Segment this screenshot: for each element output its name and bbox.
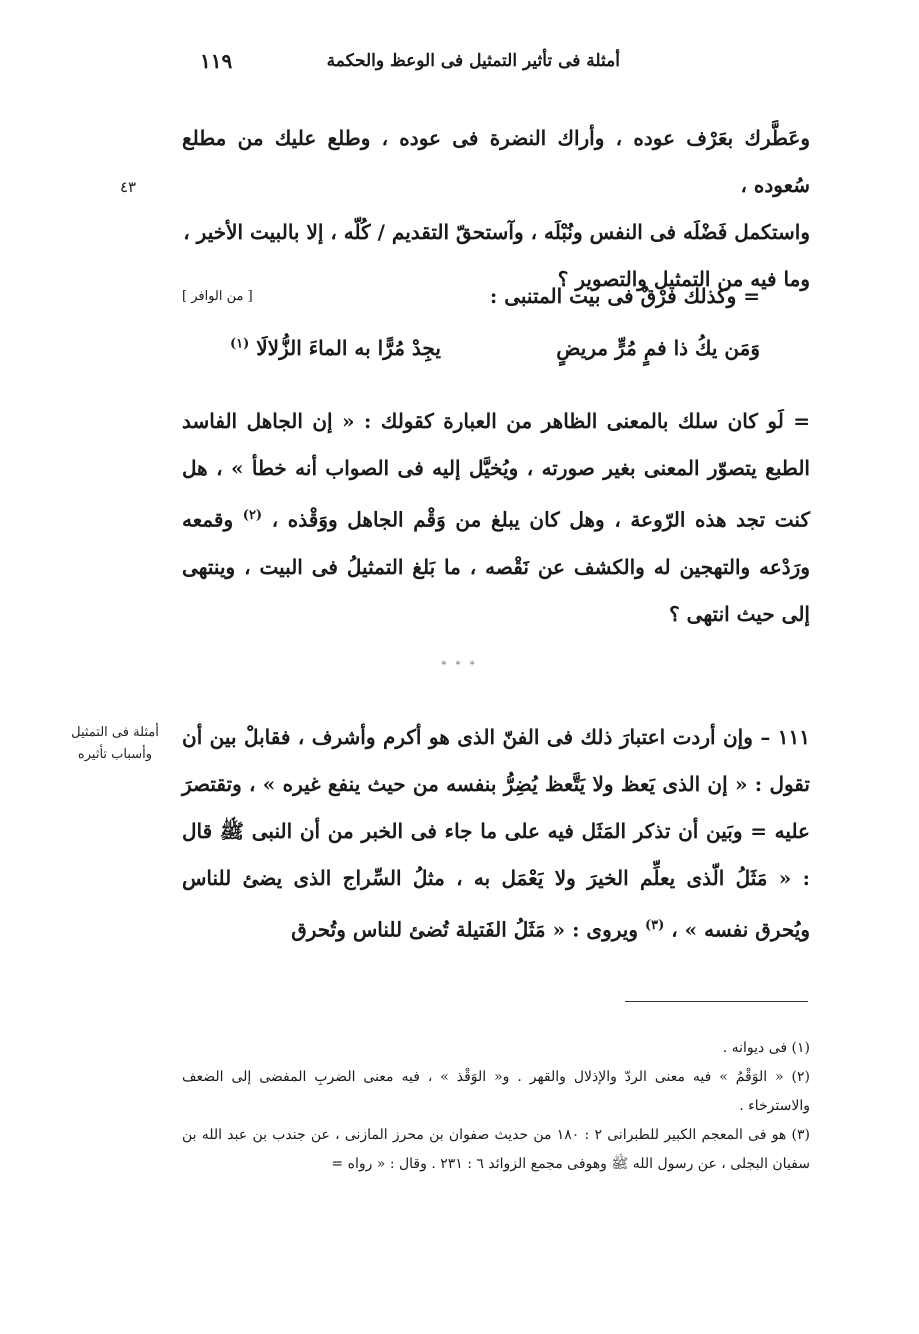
footnote-1: (١) فى ديوانه . xyxy=(722,1040,810,1056)
paragraph-1-line-2: واستكمل فَضْلَه فى النفس ونُبْلَه ، وآستحقّ التقديم / كُلّه ، إلا بالبيت الأخير ، xyxy=(183,220,810,244)
running-title: أمثلة فى تأثير التمثيل فى الوعظ والحكمة xyxy=(326,51,620,71)
section-divider: * * * xyxy=(441,660,478,671)
paragraph-3-part-1: ١١١ – وإن أردت اعتبارَ ذلك فى الفنّ الذى هو أكرم وأشرف ، فقابلْ بين أن تقول : « إن الذى يَعظ ولا يَتَّعظ يُضِرُّ بنفسه من حيث ينفع غيره » ، وتقتصرَ عليه = وبَين أن تذكر المَثَل فيه على ما جاء فى الخبر من أن النبى ﷺ قال : « مَثَلُ الّذى يعلِّم الخيرَ ولا يَعْمَل به ، مثلُ السِّراج الذى يضئ للناس ويُحرق نفسه » ، xyxy=(182,725,810,942)
paragraph-2-part-2: وقمعه ورَدْعه والتهجين له والكشف عن نَقْصه ، ما بَلغ التمثيلُ فى البيت ، وينتهى إلى حيث انتهى ؟ xyxy=(182,507,810,626)
hemistich-2 xyxy=(230,336,441,360)
hemistich-2-text: يجِدْ مُرًّا به الماءَ الزُّلالَا xyxy=(256,336,441,360)
side-note-line-2: وأسباب تأثيره xyxy=(77,747,153,762)
paragraph-1 xyxy=(182,115,810,303)
page-number: ١١٩ xyxy=(200,49,233,73)
paragraph-2-part-1: = لَو كان سلك بالمعنى الظاهر من العبارة كقولك : « إن الجاهل الفاسد الطبع يتصوّر المعنى بغير صورته ، ويُخيَّل إليه فى الصواب أنه خطأ » ، هل كنت تجد هذه الرّوعة ، وهل كان يبلغ من وَقْم الجاهل ووَقْذه ، xyxy=(182,409,810,532)
verse-intro-text: = وكذلك فرْقٌ فى بيت المتنبى : xyxy=(489,284,760,308)
side-note xyxy=(70,722,160,766)
footnote-2: (٢) « الوَقْمُ » فيه معنى الردّ والإذلال والقهر . و« الوَقْذ » ، فيه معنى الضربِ المفضى إلى الضعف والاسترخاء . xyxy=(182,1069,810,1114)
poem-verse xyxy=(230,336,760,360)
paragraph-3 xyxy=(182,714,810,954)
footnote-ref-2: (٢) xyxy=(242,508,263,523)
margin-page-ref: ٤٣ xyxy=(119,178,137,196)
footnote-ref-3: (٣) xyxy=(644,918,665,933)
meter-label: [ من الوافر ] xyxy=(182,288,253,304)
footnote-ref-1: (١) xyxy=(230,336,250,352)
paragraph-3-part-2: ويروى : « مَثَلُ الفَتيلة تُضئ للناس وتُحرق xyxy=(291,917,638,942)
verse-intro xyxy=(182,284,810,308)
paragraph-1-line-1: وعَطَّرك بعَرْف عوده ، وأراك النضرة فى عوده ، وطلع عليك من مطلع سُعوده ، xyxy=(182,126,810,197)
footnotes xyxy=(182,1034,810,1179)
footnote-3: (٣) هو فى المعجم الكبير للطبرانى ٢ : ١٨٠ من حديث صفوان بن محرز المازنى ، عن جندب بن عبد الله بن سفيان البجلى ، عن رسول الله ﷺ وهوفى مجمع الزوائد ٦ : ٢٣١ . وقال : « رواه = xyxy=(182,1127,810,1172)
side-note-line-1: أمثلة فى التمثيل xyxy=(71,725,159,740)
hemistich-1: وَمَن يكُ ذا فمٍ مُرٍّ مريضٍ xyxy=(556,336,760,360)
paragraph-2 xyxy=(182,398,810,638)
paragraph-1-line-3: وما فيه من التمثيل والتصوير ؟ xyxy=(557,267,810,291)
page-header xyxy=(200,44,620,78)
footnote-rule xyxy=(625,1001,808,1002)
